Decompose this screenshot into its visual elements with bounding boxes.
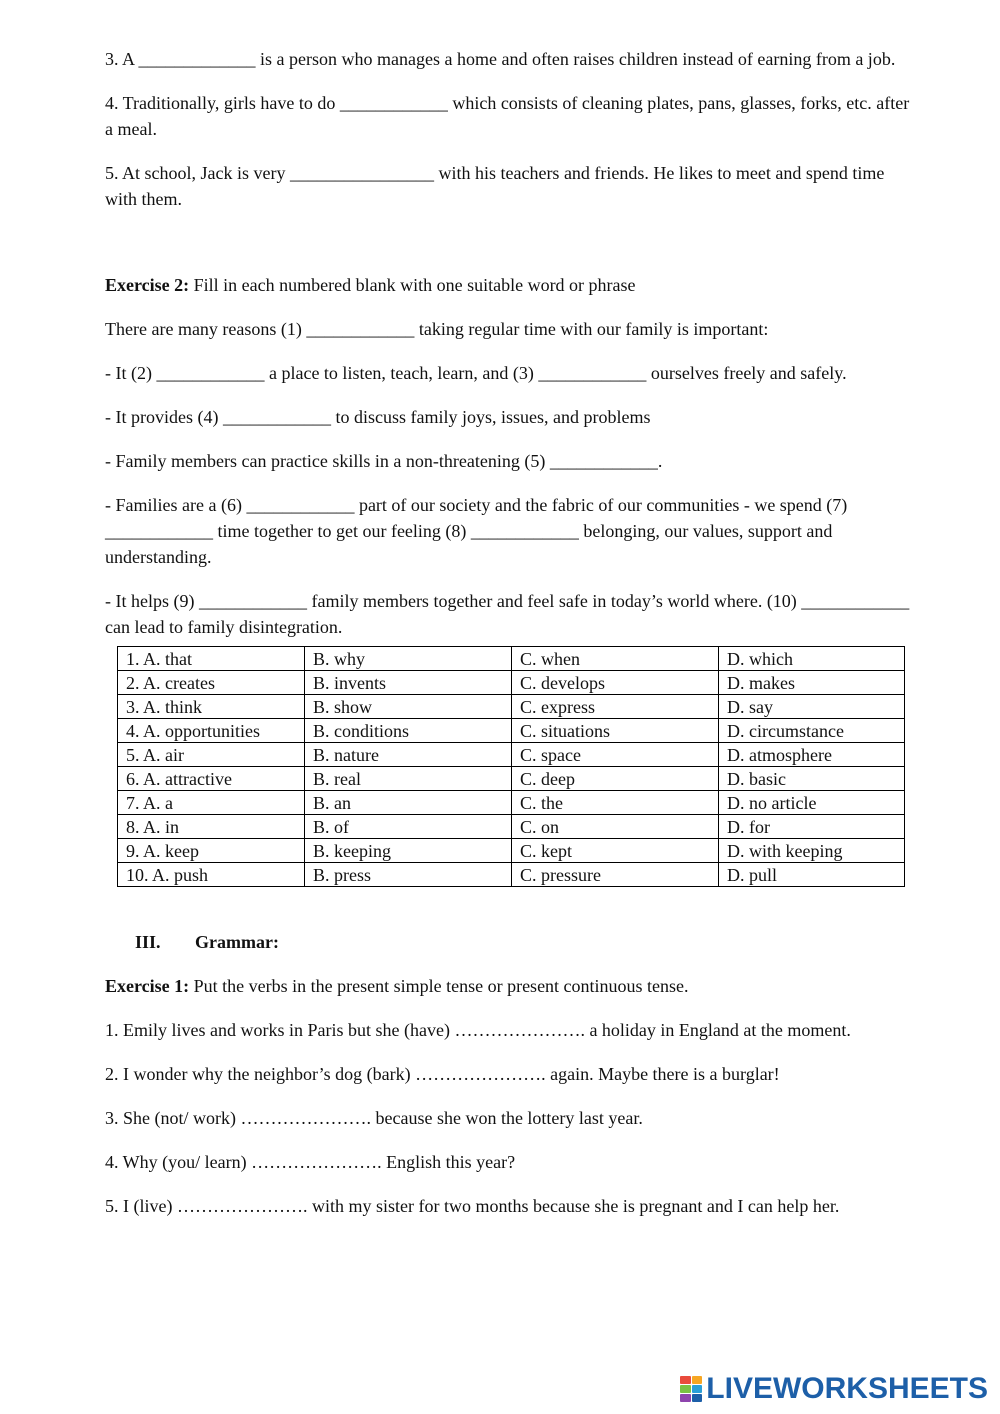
option-cell: B. an: [305, 791, 512, 815]
grammar-item-2: 2. I wonder why the neighbor’s dog (bark) …………………. again. Maybe there is a burglar!: [105, 1064, 780, 1084]
option-cell: D. makes: [719, 671, 905, 695]
options-row: [118, 743, 905, 767]
option-cell: 2. A. creates: [118, 671, 305, 695]
options-row: [118, 839, 905, 863]
options-row: [118, 863, 905, 887]
option-cell: D. atmosphere: [719, 743, 905, 767]
logo-color-block: [692, 1394, 703, 1402]
cloze-line-5: - Families are a (6) ____________ part of our society and the fabric of our communities - we spend (7) ____________ time together to get our feeling (8) ____________ belonging, our values, support and understanding.: [105, 495, 848, 567]
option-cell: B. why: [305, 647, 512, 671]
exercise-2-label: Exercise 2:: [105, 275, 190, 295]
logo-color-block: [680, 1376, 691, 1384]
logo-color-block: [680, 1385, 691, 1393]
question-3: 3. A _____________ is a person who manages a home and often raises children instead of earning from a job.: [105, 49, 896, 69]
option-cell: B. keeping: [305, 839, 512, 863]
option-cell: B. real: [305, 767, 512, 791]
option-cell: 7. A. a: [118, 791, 305, 815]
option-cell: 3. A. think: [118, 695, 305, 719]
grammar-item-4: 4. Why (you/ learn) …………………. English this year?: [105, 1152, 516, 1172]
option-cell: C. the: [512, 791, 719, 815]
cloze-line-3: - It provides (4) ____________ to discuss family joys, issues, and problems: [105, 407, 651, 427]
option-cell: C. kept: [512, 839, 719, 863]
grammar-item-1: 1. Emily lives and works in Paris but she (have) …………………. a holiday in England at the moment.: [105, 1020, 851, 1040]
grammar-item-3: 3. She (not/ work) …………………. because she won the lottery last year.: [105, 1108, 643, 1128]
options-table: [117, 646, 905, 887]
option-cell: C. space: [512, 743, 719, 767]
option-cell: 4. A. opportunities: [118, 719, 305, 743]
liveworksheets-logo[interactable]: [680, 1374, 988, 1404]
exercise-2-heading: [105, 272, 920, 298]
option-cell: 10. A. push: [118, 863, 305, 887]
option-cell: D. say: [719, 695, 905, 719]
option-cell: 9. A. keep: [118, 839, 305, 863]
options-row: [118, 671, 905, 695]
option-cell: 1. A. that: [118, 647, 305, 671]
logo-text: LIVEWORKSHEETS: [706, 1372, 988, 1405]
question-5: 5. At school, Jack is very ________________ with his teachers and friends. He likes to meet and spend time with them.: [105, 163, 885, 209]
spacer: [105, 230, 920, 272]
cloze-line-4: - Family members can practice skills in a non-threatening (5) ____________.: [105, 451, 663, 471]
options-row: [118, 815, 905, 839]
option-cell: B. show: [305, 695, 512, 719]
options-row: [118, 719, 905, 743]
cloze-line-1: There are many reasons (1) ____________ taking regular time with our family is important:: [105, 319, 769, 339]
option-cell: D. for: [719, 815, 905, 839]
option-cell: C. when: [512, 647, 719, 671]
options-row: [118, 647, 905, 671]
cloze-line-6: - It helps (9) ____________ family members together and feel safe in today’s world where. (10) ____________ can lead to family disintegration.: [105, 591, 910, 637]
logo-color-block: [692, 1376, 703, 1384]
option-cell: D. circumstance: [719, 719, 905, 743]
grammar-section-heading: [135, 929, 920, 955]
option-cell: B. of: [305, 815, 512, 839]
options-row: [118, 767, 905, 791]
option-cell: C. express: [512, 695, 719, 719]
options-row: [118, 695, 905, 719]
logo-color-block: [680, 1394, 691, 1402]
section-title: Grammar:: [195, 932, 279, 952]
worksheet-page: [105, 46, 920, 1237]
grammar-exercise-1-instruction: Put the verbs in the present simple tense or present continuous tense.: [189, 976, 689, 996]
question-4: 4. Traditionally, girls have to do ____________ which consists of cleaning plates, pans, glasses, forks, etc. after a meal.: [105, 93, 910, 139]
option-cell: B. nature: [305, 743, 512, 767]
options-row: [118, 791, 905, 815]
option-cell: D. pull: [719, 863, 905, 887]
option-cell: C. situations: [512, 719, 719, 743]
option-cell: C. deep: [512, 767, 719, 791]
option-cell: B. invents: [305, 671, 512, 695]
option-cell: C. on: [512, 815, 719, 839]
section-number: III.: [135, 932, 161, 952]
cloze-line-2: - It (2) ____________ a place to listen, teach, learn, and (3) ____________ ourselves freely and safely.: [105, 363, 847, 383]
option-cell: D. with keeping: [719, 839, 905, 863]
logo-icon: [680, 1376, 702, 1402]
logo-color-block: [692, 1385, 703, 1393]
option-cell: D. which: [719, 647, 905, 671]
option-cell: D. no article: [719, 791, 905, 815]
option-cell: B. press: [305, 863, 512, 887]
grammar-item-5: 5. I (live) …………………. with my sister for two months because she is pregnant and I can help her.: [105, 1196, 840, 1216]
option-cell: 8. A. in: [118, 815, 305, 839]
grammar-exercise-1-label: Exercise 1:: [105, 976, 190, 996]
option-cell: D. basic: [719, 767, 905, 791]
option-cell: B. conditions: [305, 719, 512, 743]
exercise-2-instruction: Fill in each numbered blank with one suitable word or phrase: [189, 275, 636, 295]
option-cell: 5. A. air: [118, 743, 305, 767]
option-cell: 6. A. attractive: [118, 767, 305, 791]
option-cell: C. pressure: [512, 863, 719, 887]
grammar-exercise-1-heading: [105, 973, 920, 999]
option-cell: C. develops: [512, 671, 719, 695]
